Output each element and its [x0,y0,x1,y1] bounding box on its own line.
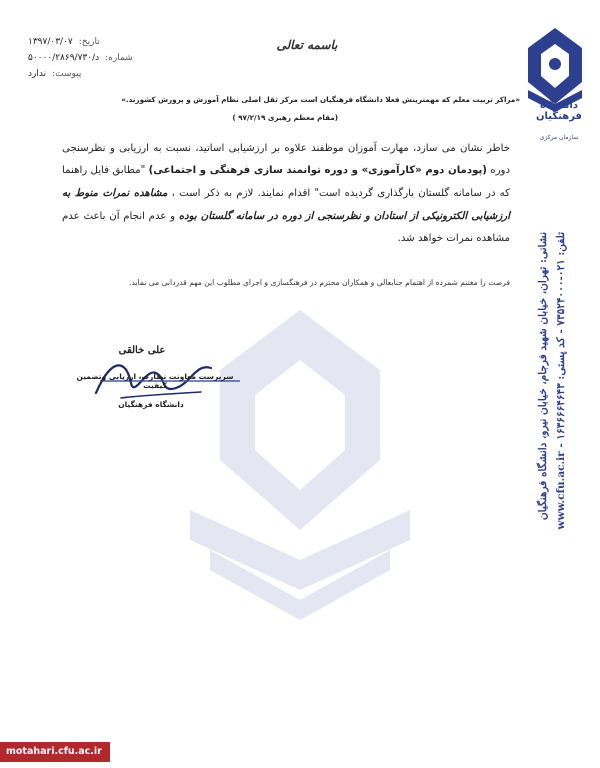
footer-address: نشانی: تهران، خیابان شهید فرجام، خیابان نیرو، دانشگاه فرهنگیان [537,232,549,521]
signatory-title: سرپرست معاونت نظارت، ارزیابی وتضمین کیفیت [76,372,234,390]
date-row [28,34,168,50]
signatory-org: دانشگاه فرهنگیان [118,400,184,409]
body-text-start: خاطر نشان می سازد، مهارت آموزان موظفند علاوه بر ارزشیابی اساتید، نسبت به ارزیابی و نظرسنجی دوره [62,143,511,176]
closing-regards: فرصت را مغتنم شمرده از اهتمام جنابعالی و همکاران محترم در فرهنگسازی و اجرای مطلوب این مهم قدردانی می نماید. [129,278,510,287]
logo-subtitle: سازمان مرکزی [539,134,579,141]
bismillah-heading: باسمه تعالی [276,38,338,52]
signatory-name: علی خالقی [118,345,166,356]
date-value: ۱۳۹۷/۰۳/۰۷ [28,37,73,47]
attachment-row [28,66,168,82]
attachment-label: پیوست: [52,69,82,79]
university-logo-icon [522,24,588,142]
body-text-mid: "مطابق فایل راهنما که در سامانه گلستان بارگذاری گردیده است" اقدام نمایند. لازم به ذکر است ، [62,165,510,199]
letter-meta [28,34,168,82]
website-badge[interactable]: motahari.cfu.ac.ir [0,742,110,762]
slogan-quote: «مراکز تربیت معلم که مهمترینش فعلا دانشگاه فرهنگیان است مرکز ثقل اصلی نظام آموزش و پرورش کشورند.» [121,95,520,104]
footer-contact: تلفن: ۰۲۱-۷۳۵۲۴۰۰۰ - کد پستی: ۱۶۳۶۶۶۴۶۴۳ - www.cfu.ac.ir [555,232,567,530]
number-row [28,50,168,66]
body-emphasis: مشاهده نمرات منوط به ارزشیابی الکترونیکی از استادان و نظرسنجی از دوره در سامانه گلستان بوده [62,187,510,222]
body-text-end: و عدم انجام آن باعث عدم مشاهده نمرات خواهد شد. [62,211,510,244]
number-value: ۵۰۰۰۰/۲۸۶۹/۷۳۰/د [28,53,100,63]
letter-body [62,138,510,250]
slogan-source: (مقام معظم رهبری ۹۷/۲/۱۹ ) [232,113,338,122]
date-label: تاریخ: [78,37,100,47]
body-course-name: (پودمان دوم «کارآموزی» و دوره توانمند سازی فرهنگی و اجتماعی) [148,165,487,176]
number-label: شماره: [105,53,133,63]
vertical-footer [537,232,567,672]
logo-name: دانشگاه فرهنگیان [536,100,582,122]
attachment-value: ندارد [28,69,47,79]
